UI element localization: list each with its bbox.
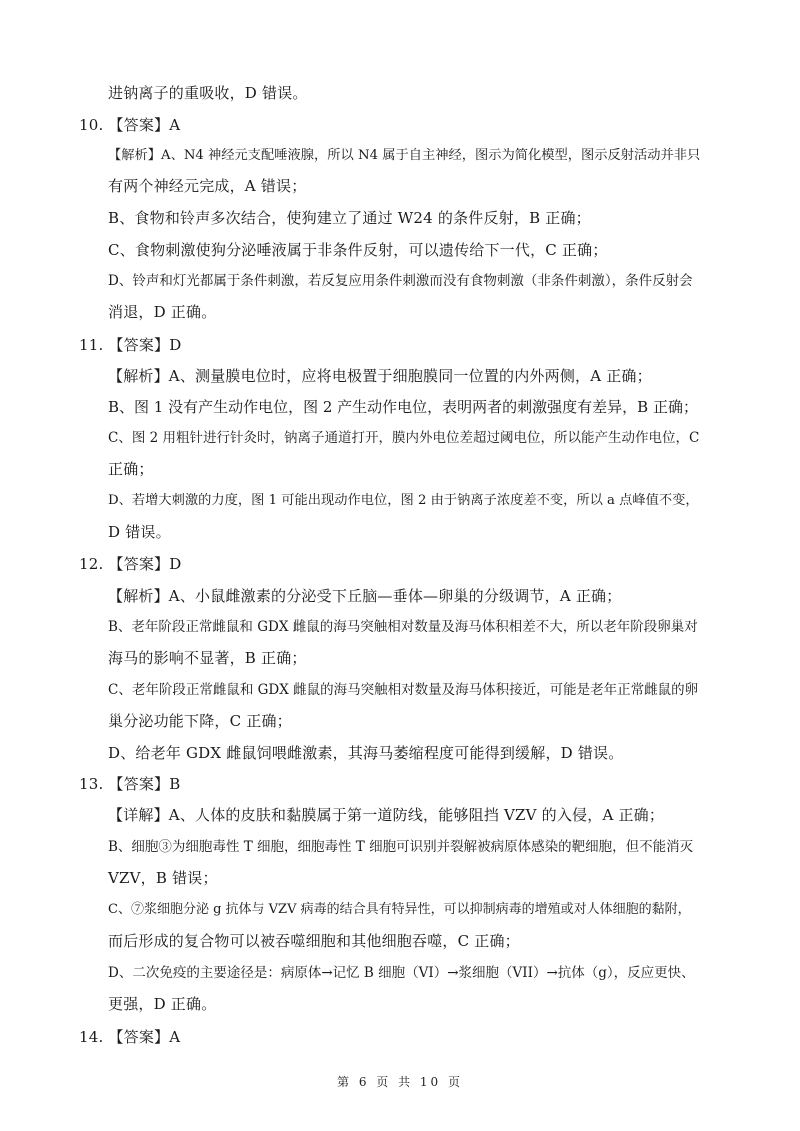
text-line: D 错误。 [108, 523, 171, 541]
text-line: C、图 2 用粗针进行针灸时，钠离子通道打开，膜内外电位差超过阈电位，所以能产生动作电位，C [108, 430, 700, 446]
text-line: 【解析】A、小鼠雌激素的分泌受下丘脑—垂体—卵巢的分级调节，A 正确； [108, 587, 622, 605]
text-line: C、⑦浆细胞分泌 g 抗体与 VZV 病毒的结合具有特异性，可以抑制病毒的增殖或对人体细胞的黏附， [108, 902, 691, 917]
text-line: 巢分泌功能下降，C 正确； [108, 712, 292, 730]
text-line: D、铃声和灯光都属于条件刺激，若反复应用条件刺激而没有食物刺激（非条件刺激），条件反射会 [108, 273, 693, 289]
answer-heading-12: 12. 【答案】D [79, 555, 182, 573]
text-line: 消退，D 正确。 [108, 303, 217, 321]
text-line: 【解析】A、N4 神经元支配唾液腺，所以 N4 属于自主神经，图示为简化模型，图示反射活动并非只 [108, 148, 701, 163]
text-line: B、细胞③为细胞毒性 T 细胞，细胞毒性 T 细胞可识别并裂解被病原体感染的靶细胞，但不能消灭 [108, 839, 694, 855]
text-line: C、老年阶段正常雌鼠和 GDX 雌鼠的海马突触相对数量及海马体积接近，可能是老年正常雌鼠的卵 [108, 682, 699, 698]
answer-heading-14: 14. 【答案】A [79, 1028, 181, 1046]
text-line: B、食物和铃声多次结合，使狗建立了通过 W24 的条件反射，B 正确； [108, 209, 591, 227]
text-line: D、若增大刺激的力度，图 1 可能出现动作电位，图 2 由于钠离子浓度差不变，所以 a 点峰值不变， [108, 493, 699, 508]
text-line: 海马的影响不显著，B 正确； [108, 649, 307, 667]
answer-heading-10: 10. 【答案】A [79, 116, 181, 134]
text-line: 而后形成的复合物可以被吞噬细胞和其他细胞吞噬，C 正确； [108, 932, 520, 950]
text-line: D、给老年 GDX 雌鼠饲喂雌激素，其海马萎缩程度可能得到缓解，D 错误。 [108, 744, 624, 762]
text-line: 有两个神经元完成，A 错误； [108, 177, 307, 195]
answer-heading-13: 13. 【答案】B [79, 775, 181, 793]
text-line: 正确； [108, 460, 154, 478]
text-line: 更强，D 正确。 [108, 995, 217, 1013]
text-line: B、图 1 没有产生动作电位，图 2 产生动作电位，表明两者的刺激强度有差异，B 正确； [108, 398, 698, 416]
answer-heading-11: 11. 【答案】D [79, 336, 182, 354]
text-line: D、二次免疫的主要途径是：病原体→记忆 B 细胞（VI）→浆细胞（VII）→抗体（g），反应更快、 [108, 965, 695, 981]
page-footer: 第 6 页 共 10 页 [337, 1075, 463, 1089]
text-line: B、老年阶段正常雌鼠和 GDX 雌鼠的海马突触相对数量及海马体积相差不大，所以老年阶段卵巢对 [108, 619, 698, 635]
text-line: 【解析】A、测量膜电位时，应将电极置于细胞膜同一位置的内外两侧，A 正确； [108, 367, 652, 385]
text-line: C、食物刺激使狗分泌唾液属于非条件反射，可以遗传给下一代，C 正确； [108, 241, 608, 259]
text-line: 进钠离子的重吸收，D 错误。 [108, 84, 308, 102]
text-line: VZV，B 错误； [108, 869, 218, 887]
text-line: 【详解】A、人体的皮肤和黏膜属于第一道防线，能够阻挡 VZV 的入侵，A 正确； [108, 806, 665, 824]
